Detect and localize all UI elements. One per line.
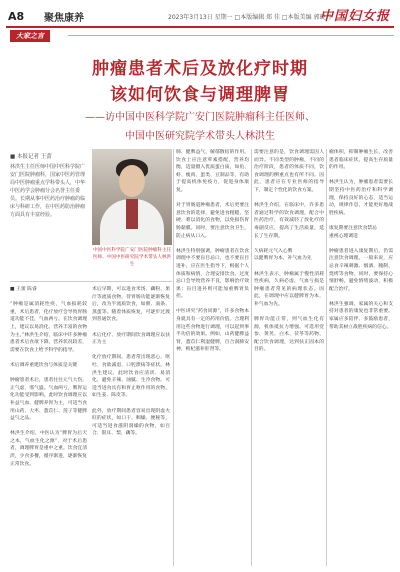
- doctor-portrait-photo: [92, 149, 172, 245]
- issue-info: 2023年3月13日 星期一 □本版编辑 郑 佳 □本版美编 郭晓丹: [168, 14, 332, 21]
- byline: ■ 本报记者 王蕾: [10, 154, 52, 160]
- column-rule: [173, 149, 174, 566]
- headline-line-1: 肿瘤患者术后及放化疗时期: [92, 59, 308, 79]
- photo-face: [119, 165, 145, 197]
- article-column-4: 需要注意的是，饮食调理需因人而异。不同类型的肿瘤，不同的治疗阶段，患者的体质不同，饮食调理的侧重点也有所不同。因此，患者应在专业医师的指导下，制定个性化的饮食方案。 林洪生介绍，在临床中，许多患者通过科学的饮食调理，配合中医药治疗，有效减轻了放化疗的毒副反应，提高了生活质量，延长了生存期。 久病耗元气入心脾 以健脾胃为本，补气血为先 林洪生表示，肿瘤属于慢性消耗性疾病，久病必虚，气血亏损是肿瘤患者常见的病理状态。因此，在调理中应以健脾胃为本，补气血为先。 脾胃功能正常，则气血生化有源，机体抵抗力增强。可选用党参、黄芪、白术、茯苓等药物，配合饮食调理，达到扶正固本的目的。: [254, 150, 324, 353]
- subheadline-line-1: ——访中国中医科学院广安门医院肿瘤科主任医师、: [85, 112, 315, 123]
- section-name: 聚焦康养: [44, 13, 84, 24]
- column-kicker: 大家之言: [10, 30, 50, 42]
- subheadline-line-2: 中国中医研究院学术带头人林洪生: [125, 131, 275, 142]
- column-rule: [251, 149, 252, 566]
- article-column-3: 肺、健脾益气，解郁散结的作用。饮食上应注意荤素搭配，营养均衡，适量摄入优质蛋白质，如鱼、虾、瘦肉、蛋类、豆制品等，有助于提高机体免疫力，促进身体康复。 对于胃肠道肿瘤患者，术后更要注意饮食的选择，避免进食粗糙、坚硬、难以消化的食物，以免损伤胃肠黏膜。同时，要注意饮食卫生，防止病从口入。 林洪生特别强调，肿瘤患者在饮食调理中不要盲目忌口，也不要盲目进补。应在医生指导下，根据个人体质和病情，合理安排饮食。过度忌口会导致营养不良，影响治疗效果；盲目进补则可能加重脾胃负担。 中医讲究“药食同源”，许多食物本身就具有一定的药用价值。合理利用这些食物进行调理，可以起到事半功倍的效果。例如，山药健脾益肾，薏苡仁利湿健脾，百合润肺安神，枸杞滋补肝肾等。: [176, 150, 249, 353]
- photo-caption: 中国中医科学院广安门医院肿瘤科主任医师、中国中医研究院学术带头人林洪生: [92, 248, 172, 267]
- headline-line-2: 该如何饮食与调理脾胃: [110, 85, 290, 105]
- doctor-bio: 林洪生主任医师中国中医科学院广安门医院肿瘤科，国家中医药管理局中医肿瘤重点学科带头人，中华中医药学会肿瘤分会名誉主任委员。长期从事中医药治疗肿瘤的临床与科研工作，在中医药防治肿瘤方面具有丰富经验。: [10, 164, 86, 218]
- header-rule: [6, 26, 394, 28]
- page-header: [0, 0, 400, 53]
- page-number: A8: [8, 10, 25, 23]
- newspaper-logo: 中国妇女报: [319, 9, 390, 24]
- body-divider: [10, 281, 172, 282]
- article-column-1: ■ 王蕾 陈睿 “肿瘤是属消耗性疾，气血损耗较重，术后患者，化疗放疗会导致胃肠道功能不佳，气血两亏。在饮食调理上，建议以易消化、营养丰富的食物为主。”林洪生介绍，临床中许多肿瘤患者术后食欲下降，营养状况较差，需要在饮食上给予科学的指导。 术后调养重建饮食与体质是关键 肿瘤患者术后，患者往往元气大伤，正气虚，邪气盛。气血两亏，脾胃运化功能受到影响。此时饮食调理应以补益气血、健脾养胃为主，可适当食用山药、大枣、薏苡仁、莲子等健脾益气之品。 林洪生介绍，中医认为“脾胃为后天之本，气血生化之源”，对于术后患者，调理脾胃是重中之重。饮食宜清淡，少食多餐，循序渐进，逐渐恢复正常饮食。: [10, 287, 87, 467]
- article-column-2: 术后早期，可以进食米汤、藕粉、果汁等流质食物，待胃肠功能逐渐恢复后，改为半流质饮食，如粥、面条、蒸蛋等。随着体质恢复，可逐步过渡到普通饮食。 术后化疗、放疗期间饮食调理应以扶正为主 化疗放疗期间，患者常出现恶心、呕吐、食欲减退、口腔溃疡等症状。林洪生建议，此时饮食应清淡、易消化，避免辛辣、油腻、生冷食物。可适当进食具有和胃止呕作用的食物，如生姜、陈皮等。 此外，放疗期间患者容易出现阴虚火旺的症状，如口干、咽燥、便秘等，可适当进食滋阴润燥的食物，如百合、银耳、梨、藕等。: [92, 287, 170, 437]
- photo-scarf: [126, 199, 138, 229]
- kicker-rule: [68, 35, 394, 36]
- article-column-5: 瘤体积，抑制肿瘤生长，改善患者临床症状，提高生存质量的作用。 林洪生认为，肿瘤患者需要长期坚持中医药治疗和科学调理，保持良好的心态，适当运动，规律作息，才能更好地战胜疾病。 康复期要注意饮食禁忌 重视心理调适 肿瘤患者进入康复期后，仍需注意饮食调理。一般来说，应忌食辛辣刺激、烟酒、腌制、烧烤等食物。同时，要保持心情舒畅，避免情绪波动，积极配合治疗。 林洪生强调，家属的关心和支持对患者的康复也非常重要。家属应多陪伴、多鼓励患者，帮助其树立战胜疾病的信心。: [329, 150, 393, 330]
- column-rule: [326, 149, 327, 566]
